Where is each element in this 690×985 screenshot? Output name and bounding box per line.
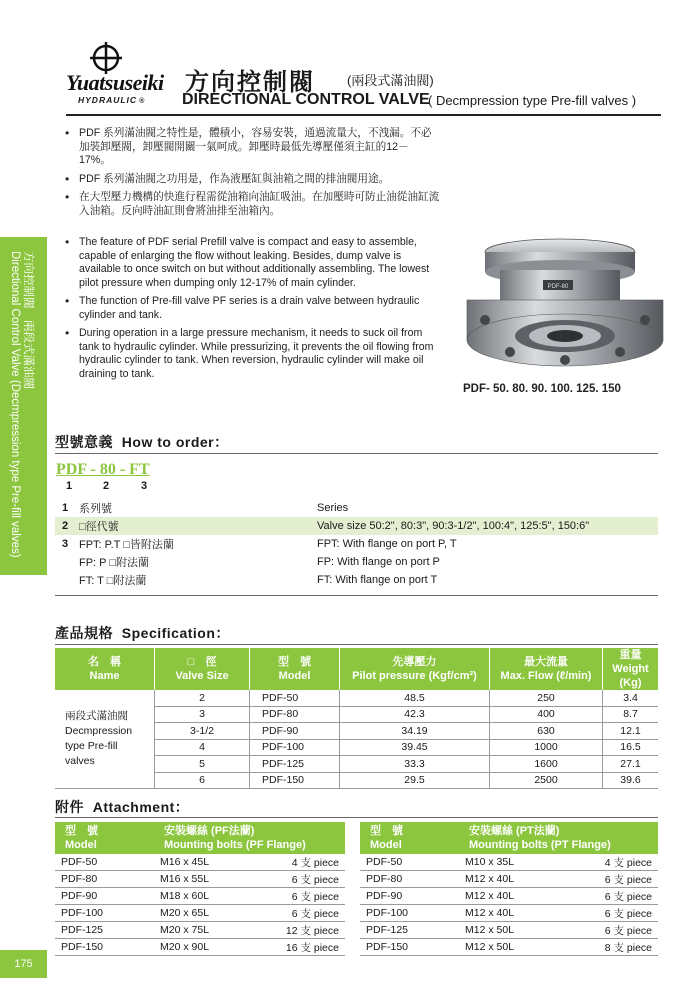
attachment-table-pf <box>55 822 345 956</box>
table-row: PDF-90 M12 x 40L 6 支 piece <box>360 888 658 905</box>
section-divider <box>55 817 658 818</box>
table-row: PDF-100 M20 x 65L 6 支 piece <box>55 905 345 922</box>
side-tab-label-en: Directional Control Valve (Decmpression type Pre-fill valves) <box>9 251 22 558</box>
list-item: • PDF 系列滿油閥之特性是，體積小，容易安裝，通過流量大，不洩漏。不必加裝卸壓閥，卸壓閥開關一氣呵成。卸壓時最低先導壓僅須主缸的12－17%。 <box>65 127 440 168</box>
side-tab <box>0 237 47 575</box>
side-tab-label-zh: 方向控制閥 兩段式滿油閥 <box>22 251 35 389</box>
table-row: FT: T □附法蘭 FT: With flange on port T <box>79 574 438 587</box>
column-header: 型 號 Model <box>55 822 154 854</box>
list-item: • The function of Pre-fill valve PF series is a drain valve between hydraulic cylinder and tank. <box>65 295 435 322</box>
table-row: 6 PDF-150 29.5 2500 39.6 <box>55 772 658 789</box>
table-row: 兩段式滿油閥 Decmpression type Pre-fill valves 2 PDF-50 48.5 250 3.4 <box>55 690 658 706</box>
table-row: 3 PDF-80 42.3 400 8.7 <box>55 706 658 723</box>
table-row: PDF-100 M12 x 40L 6 支 piece <box>360 905 658 922</box>
list-item: • 在大型壓力機構的快進行程需從油箱向油缸吸油。在加壓時可防止油從油缸流入油箱。反向時油缸則會將油排至油箱內。 <box>65 191 440 218</box>
order-code-table <box>55 499 658 589</box>
specification-table <box>55 648 658 789</box>
attachment-title: 附件 Attachment： <box>55 799 190 815</box>
table-row: 1 系列號 Series <box>61 502 349 515</box>
page-subtitle-zh: (兩段式滿油閥) <box>347 73 434 88</box>
table-row: PDF-80 M16 x 55L 6 支 piece <box>55 871 345 888</box>
column-header: 安裝螺絲 (PT法蘭) Mounting bolts (PT Flange) <box>459 822 658 854</box>
page-subtitle-en: ( Decmpression type Pre-fill valves ) <box>428 93 637 108</box>
page-number: 175 <box>0 950 47 978</box>
section-divider <box>55 595 658 596</box>
column-header: 名 稱 Name <box>55 648 155 690</box>
table-row: 2 □徑代號 Valve size 50:2", 80:3", 90:3-1/2", 100:4", 125:5", 150:6" <box>55 517 658 535</box>
feature-list-zh <box>65 127 440 223</box>
section-divider <box>55 453 658 454</box>
brand-name: Yuatsuseiki <box>66 70 164 95</box>
table-row: 4 PDF-100 39.45 1000 16.5 <box>55 739 658 756</box>
product-name-cell: 兩段式滿油閥 Decmpression type Pre-fill valves <box>55 690 155 789</box>
column-header: 型 號 Model <box>360 822 459 854</box>
table-row: 3 FPT: P.T □皆附法蘭 FPT: With flange on port P, T <box>61 538 457 551</box>
list-item: • The feature of PDF serial Prefill valve is compact and easy to assemble, capable of enlarging the flow without leaking. Besides, dump valve is available to once switch on but without additionally assembling. The lowest pilot pressure when dumping only 12-17% of main cylinder. <box>65 236 435 290</box>
column-header: 型 號 Model <box>250 648 340 690</box>
how-to-order-title: 型號意義 How to order： <box>55 434 229 450</box>
table-row: PDF-50 M10 x 35L 4 支 piece <box>360 854 658 871</box>
table-row: PDF-50 M16 x 45L 4 支 piece <box>55 854 345 871</box>
table-row: PDF-80 M12 x 40L 6 支 piece <box>360 871 658 888</box>
table-row: PDF-150 M12 x 50L 8 支 piece <box>360 939 658 956</box>
table-row: PDF-150 M20 x 90L 16 支 piece <box>55 939 345 956</box>
list-item: • During operation in a large pressure mechanism, it needs to suck oil from tank to hydraulic cylinder. While pressurizing, it prevents the oil flowing from hydraulic cylinder to tank. When reversion, hydraulic cylinder will make oil draining to tank. <box>65 327 435 381</box>
column-header: 先導壓力 Pilot pressure (Kgf/cm²) <box>340 648 490 690</box>
list-item: • PDF 系列滿油閥之功用是，作為液壓缸與油箱之間的排油閥用途。 <box>65 173 440 187</box>
product-caption: PDF- 50. 80. 90. 100. 125. 150 <box>463 383 621 395</box>
table-row: PDF-125 M12 x 50L 6 支 piece <box>360 922 658 939</box>
column-header: 最大流量 Max. Flow (ℓ/min) <box>490 648 603 690</box>
attachment-table-pt <box>360 822 658 956</box>
column-header: 重量 Weight (Kg) <box>603 648 659 690</box>
column-header: □ 徑 Valve Size <box>155 648 250 690</box>
table-row: 5 PDF-125 33.3 1600 27.1 <box>55 756 658 773</box>
table-row: PDF-125 M20 x 75L 12 支 piece <box>55 922 345 939</box>
header-divider <box>66 114 661 116</box>
column-header: 安裝螺絲 (PF法蘭) Mounting bolts (PF Flange) <box>154 822 345 854</box>
model-code-positions: 1 2 3 <box>66 480 148 492</box>
model-code-example: PDF - 80 - FT <box>56 461 150 478</box>
page-title-zh: 方向控制閥 <box>185 69 315 96</box>
brand-subtitle: HYDRAULIC ® <box>78 95 146 105</box>
table-row: FP: P □附法蘭 FP: With flange on port P <box>79 556 440 569</box>
section-divider <box>55 644 658 645</box>
table-row: 3-1/2 PDF-90 34.19 630 12.1 <box>55 723 658 740</box>
page-title-en: DIRECTIONAL CONTROL VALVE <box>182 91 430 108</box>
prefill-valve-image <box>455 232 673 374</box>
table-row: PDF-90 M18 x 60L 6 支 piece <box>55 888 345 905</box>
feature-list-en <box>65 236 435 386</box>
svg-text:PDF-80: PDF-80 <box>547 284 569 290</box>
specification-title: 產品規格 Specification： <box>55 625 230 641</box>
